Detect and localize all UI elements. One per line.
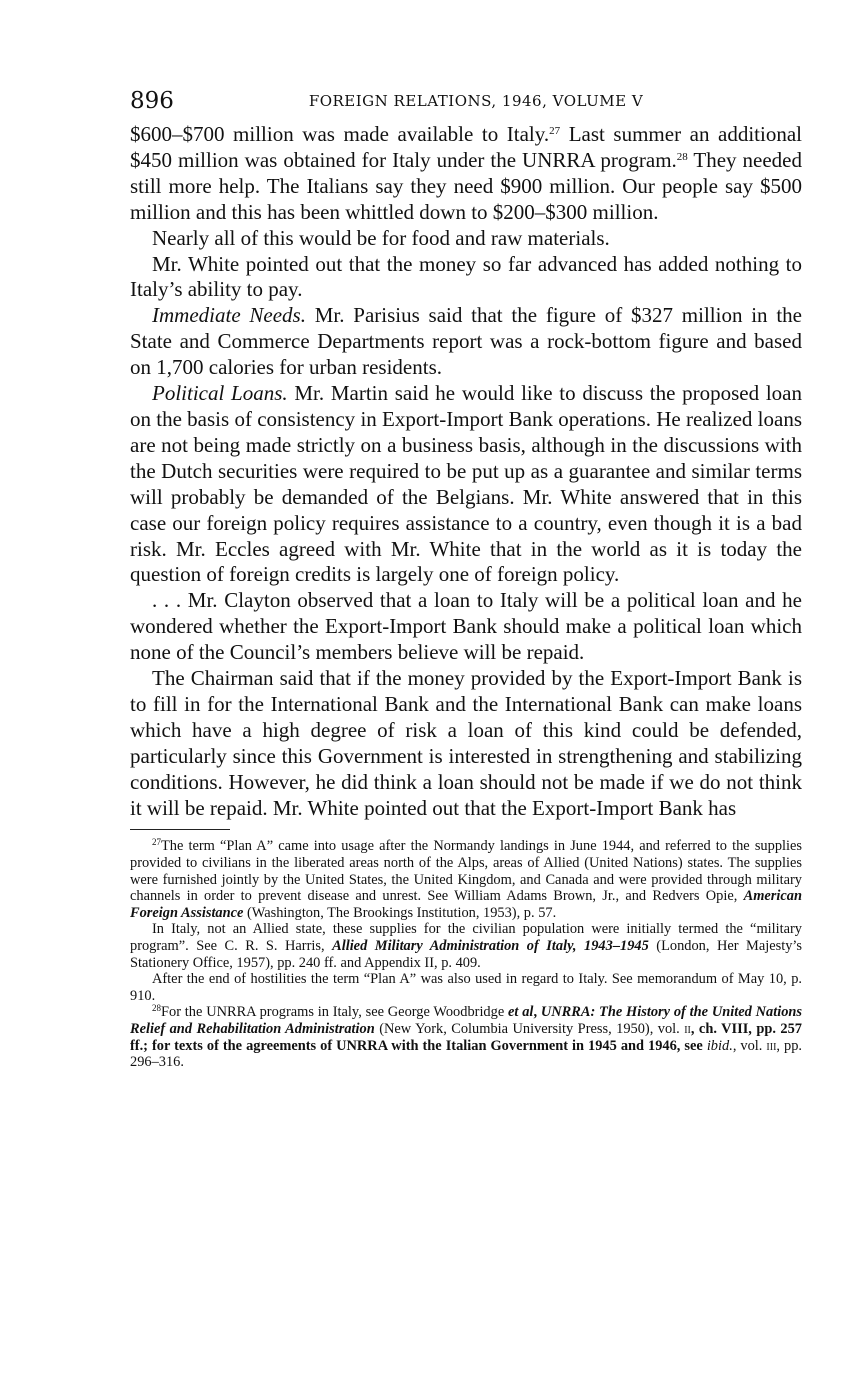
paragraph: The Chairman said that if the money provided by the Export-Import Bank is to fill in for the International Bank and the International Bank can make loans which have a high degree of risk a loan of this kind could be defended, particularly since this Government is interested in strengthening and stabilizing conditions. However, he did think a loan should not be made if we do not think it will be repaid. Mr. White pointed out that the Export-Import Bank has bbox=[130, 666, 802, 820]
footnotes bbox=[130, 838, 802, 1070]
body-text bbox=[130, 122, 802, 821]
footnote-ref: 28 bbox=[676, 150, 688, 163]
section-run-in-heading: Immediate Needs. bbox=[152, 303, 306, 328]
footnote-27-continued: In Italy, not an Allied state, these supplies for the civilian population were initially termed the “military program”. See C. R. S. Harris, Allied Military Administration of Italy, 1943–1945 (London, Her Majesty’s Stationery Office, 1957), pp. 240 ff. and Appendix II, p. 409. bbox=[130, 921, 802, 971]
paragraph: $600–$700 million was made available to Italy.$^{27}$ Last summer an additional $450 million was obtained for Italy under the UNRRA program.$^{28}$ They needed still more help. The Italians say they need $900 million. Our people say $500 million and this has been whittled down to $200–$300 million. bbox=[130, 122, 803, 224]
paragraph: Immediate Needs. Mr. Parisius said that the figure of $327 million in the State and Commerce Departments report was a rock-bottom figure and based on 1,700 calories for urban residents. bbox=[130, 303, 802, 380]
footnote-27: $^{27}$The term “Plan A” came into usage after the Normandy landings in June 1944, and referred to the supplies provided to civilians in the liberated areas north of the Alps, areas of Allied (United Nations) states. The supplies were furnished jointly by the United States, the United Kingdom, and Canada and were provided through military channels in order to prevent disease and unrest. See William Adams Brown, Jr., and Redvers Opie, American Foreign Assistance (Washington, The Brookings Institution, 1953), p. 57. bbox=[130, 837, 802, 921]
paragraph: Mr. White pointed out that the money so far advanced has added nothing to Italy’s ability to pay. bbox=[130, 251, 802, 302]
paragraph: Nearly all of this would be for food and raw materials. bbox=[152, 225, 610, 250]
page-number: 896 bbox=[130, 88, 174, 114]
footnote-divider bbox=[130, 829, 230, 830]
footnote-ref: 27 bbox=[549, 125, 561, 137]
running-head: FOREIGN RELATIONS, 1946, VOLUME V bbox=[308, 92, 644, 110]
paragraph: . . . Mr. Clayton observed that a loan to Italy will be a political loan and he wondered whether the Export-Import Bank should make a political loan which none of the Council’s members believe will be repaid. bbox=[130, 588, 802, 665]
paragraph: Political Loans. Mr. Martin said he would like to discuss the proposed loan on the basis of consistency in Export-Import Bank operations. He realized loans are not being made strictly on a business basis, although in the discussions with the Dutch securities were required to be put up as a guarantee and similar terms will probably be demanded of the Belgians. Mr. White answered that in this case our foreign policy requires assistance to a country, even though it is a bad risk. Mr. Eccles agreed with Mr. White that in the world as it is today the question of foreign credits is largely one of foreign policy. bbox=[130, 381, 802, 587]
footnote-28: $^{28}$For the UNRRA programs in Italy, see George Woodbridge et al, UNRRA: The History of the United Nations Relief and Rehabilitation Administration (New York, Columbia University Press, 1950), vol. ii, ch. VIII, pp. 257 ff.; for texts of the agreements of UNRRA with the Italian Government in 1945 and 1946, see ibid., vol. iii, pp. 296–316. bbox=[130, 1003, 803, 1071]
page-header bbox=[130, 88, 802, 114]
section-run-in-heading: Political Loans. bbox=[152, 381, 288, 406]
footnote-27-continued: After the end of hostilities the term “Plan A” was also used in regard to Italy. See memorandum of May 10, p. 910. bbox=[130, 971, 802, 1004]
document-page bbox=[130, 88, 802, 1071]
